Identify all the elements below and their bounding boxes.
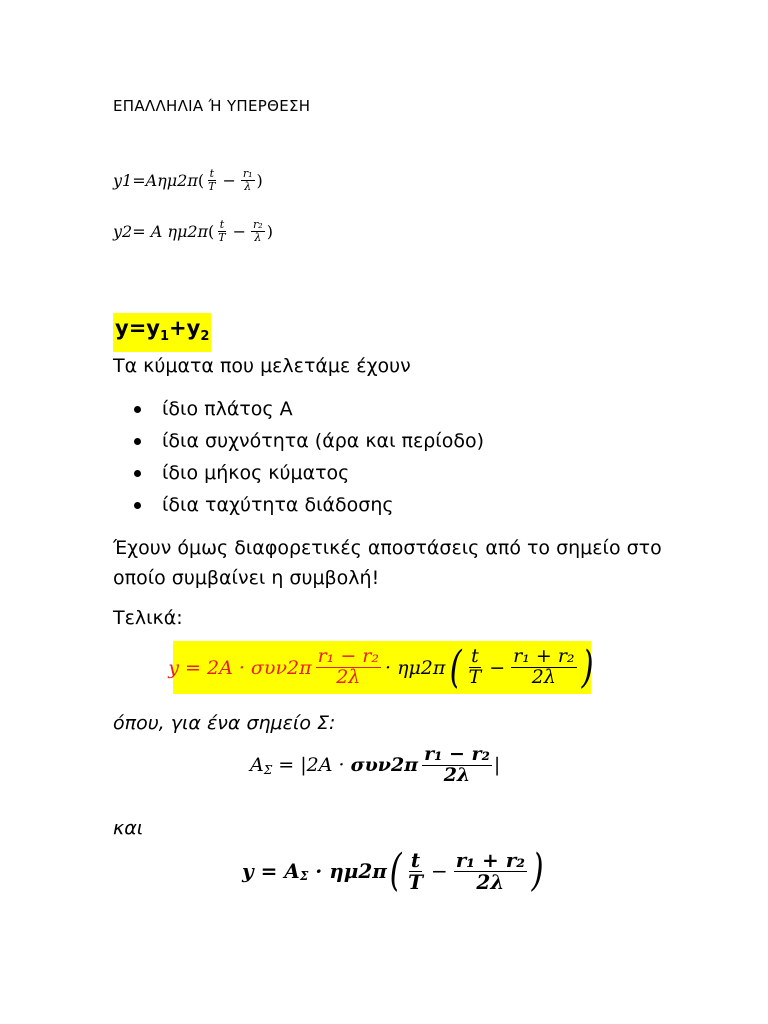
amplitude-equation (250, 745, 500, 786)
eq2-r-den: λ (254, 230, 262, 244)
eq2-lhs: y2= A ημ2π (113, 221, 209, 241)
main-eq-paren-right: ) (581, 641, 594, 693)
equation-y1: y1=Aημ2π ( $\frac{t}{T}$ − $\frac{\text{r₁}}{\lambda}$ ) (113, 167, 263, 193)
difference-line-1: Έχουν όμως διαφορετικές αποστάσεις από το σημείο στο (113, 537, 662, 559)
eq1-frac-t (206, 168, 217, 192)
main-eq-frac-r-diff-den: 2λ (336, 666, 361, 688)
amp-eq-den: 2λ (443, 763, 471, 786)
final-eq-paren-left: ( (389, 845, 402, 896)
list-item: ίδιο πλάτος Α (128, 393, 648, 425)
eq2-r-num: r₂ (253, 218, 263, 231)
difference-line-2: οποίο συμβαίνει η συμβολή! (113, 567, 380, 589)
main-eq-frac-r-diff-num: r₁ − r₂ (317, 645, 379, 668)
sum-plus: +y (169, 316, 201, 340)
amp-eq-a: A (250, 754, 264, 777)
finally-label: Τελικά: (113, 607, 183, 629)
sum-sub2: 2 (200, 329, 210, 345)
final-eq-r-num: r₁ + r₂ (455, 847, 526, 872)
main-eq-t-num: t (471, 645, 479, 668)
final-eq-sub: Σ (299, 869, 309, 883)
sum-y: y=y (115, 316, 160, 340)
eq1-r-den: λ (244, 179, 252, 193)
final-eq-t-den: T (408, 869, 423, 894)
amp-eq-eq: = |2A · (272, 754, 351, 777)
final-eq-lhs: y = A (242, 859, 300, 883)
list-item: ίδιο μήκος κύματος (128, 457, 648, 489)
difference-paragraph (113, 533, 673, 593)
main-eq-minus: − (489, 656, 506, 679)
main-eq-frac-r-sum-den: 2λ (531, 666, 556, 688)
final-eq-frac-t (406, 847, 425, 894)
eq2-minus: − (232, 221, 247, 241)
eq2-t-den: T (218, 230, 226, 244)
and-text: και (113, 817, 144, 839)
final-eq-minus: − (431, 859, 448, 883)
eq1-t-num: t (209, 167, 214, 180)
properties-list (128, 393, 648, 521)
list-item: ίδια συχνότητα (άρα και περίοδο) (128, 425, 648, 457)
intro-text: Τα κύματα που μελετάμε έχουν (113, 355, 411, 377)
sum-equation (113, 313, 211, 352)
main-equation (168, 641, 594, 694)
main-eq-frac-r-diff (316, 647, 381, 688)
main-eq-lhs: y = 2A · συν2π (168, 656, 312, 679)
main-eq-frac-r-sum (511, 647, 576, 688)
final-eq-frac-r (454, 847, 527, 894)
where-text: όπου, για ένα σημείο Σ: (113, 712, 336, 734)
main-eq-paren-left: ( (449, 641, 462, 693)
main-eq-t-den: T (468, 666, 482, 688)
eq2-frac-r (251, 219, 265, 243)
final-eq-r-den: 2λ (476, 869, 505, 894)
amp-eq-frac (422, 745, 492, 786)
main-eq-mid: · ημ2π (384, 656, 446, 679)
eq1-t-den: T (208, 179, 216, 193)
eq1-lhs: y1=Aημ2π (113, 170, 198, 190)
main-eq-frac-t (467, 647, 484, 688)
eq2-frac-t (216, 219, 227, 243)
final-eq-paren-right: ) (531, 845, 544, 896)
final-eq-t-num: t (410, 847, 421, 872)
amp-eq-syn: συν2π (350, 754, 419, 777)
equation-y2: y2= A ημ2π ( $\frac{t}{T}$ − $\frac{\text{r₂}}{\lambda}$ ) (113, 218, 273, 244)
page-title: ΕΠΑΛΛΗΛΙΑ Ή ΥΠΕΡΘΕΣΗ (113, 97, 311, 115)
eq1-minus: − (222, 170, 236, 190)
eq1-frac-r (241, 168, 255, 192)
eq2-t-num: t (219, 218, 225, 231)
final-equation (242, 845, 546, 896)
list-item: ίδια ταχύτητα διάδοσης (128, 489, 648, 521)
amp-eq-num: r₁ − r₂ (424, 743, 490, 765)
final-eq-mid: · ημ2π (308, 859, 387, 883)
amp-eq-sub: Σ (263, 763, 273, 778)
sum-sub1: 1 (159, 329, 170, 345)
eq1-r-num: r₁ (242, 167, 253, 180)
amp-eq-bar: | (493, 754, 501, 777)
main-eq-frac-r-sum-num: r₁ + r₂ (513, 645, 575, 668)
